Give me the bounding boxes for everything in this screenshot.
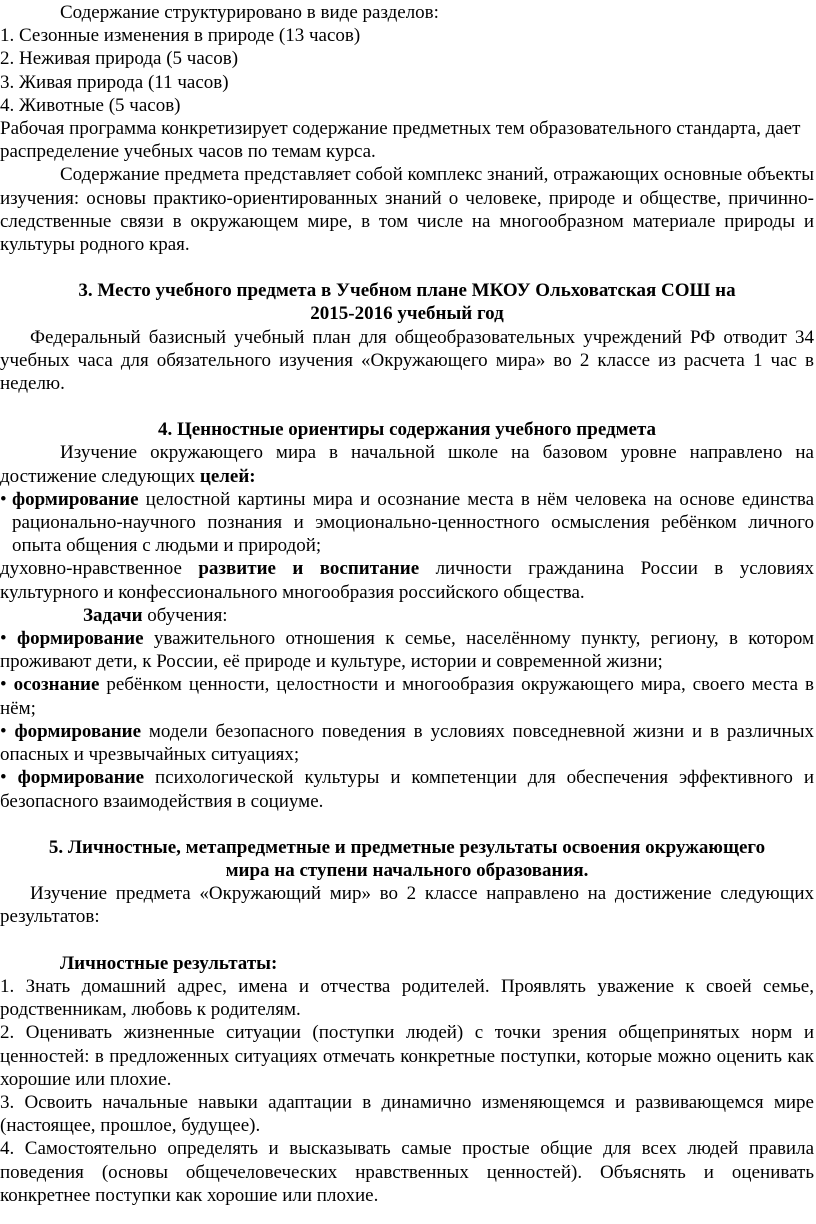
task-1-text: уважительного отношения к семье, населённому пункту, региону, в котором проживают дети, к России, её природе и культуре, истории и современной жизни; xyxy=(0,628,814,673)
section-4-intro-text: Изучение окружающего мира в начальной школе на базовом уровне направлено на достижение следующих xyxy=(0,442,814,487)
section-5-intro: Изучение предмета «Окружающий мир» во 2 классе направлено на достижение следующих результатов: xyxy=(0,883,814,928)
goal-1-keyword: формирование xyxy=(12,488,139,510)
bullet-icon: • xyxy=(0,720,15,742)
section-hours-item-2: 2. Неживая природа (5 часов) xyxy=(0,48,239,70)
tasks-label-after: обучения: xyxy=(142,604,228,626)
section-hours-list xyxy=(0,24,814,117)
content-paragraph: Содержание предмета представляет собой комплекс знаний, отражающих основные объекты изучения: основы практико-ориентированных знаний о человеке, природе и обществе, причинно-следственные связи в окружающем мире, в том числе на многообразном материале природы и культуры родного края. xyxy=(0,164,814,256)
section-3-heading-line-1: 3. Место учебного предмета в Учебном плане МКОУ Ольховатская СОШ на xyxy=(78,280,736,302)
task-item-2 xyxy=(0,673,814,719)
section-4-intro xyxy=(0,441,814,487)
goal-2-text-after: личности гражданина России в условиях культурного и конфессионального многообразия российского общества. xyxy=(0,558,814,603)
section-hours-item-1: 1. Сезонные изменения в природе (13 часов) xyxy=(0,25,361,47)
tasks-line xyxy=(0,604,814,627)
task-1-keyword: формирование xyxy=(17,628,144,650)
personal-result-1: 1. Знать домашний адрес, имена и отчества родителей. Проявлять уважение к своей семье, родственникам, любовь к родителям. xyxy=(0,975,814,1021)
task-4-keyword: формирование xyxy=(17,767,145,789)
section-3-heading xyxy=(0,279,814,325)
goal-2-keyword: развитие и воспитание xyxy=(198,558,420,580)
task-2-keyword: осознание xyxy=(13,674,100,696)
personal-results-heading: Личностные результаты: xyxy=(60,952,278,974)
structure-line: Содержание структурировано в виде разделов: xyxy=(60,2,439,23)
task-item-3 xyxy=(0,720,814,766)
section-5-heading-line-2: мира на ступени начального образования. xyxy=(225,859,589,881)
task-item-1 xyxy=(0,627,814,673)
task-3-keyword: формирование xyxy=(14,720,142,742)
program-paragraph: Рабочая программа конкретизирует содержание предметных тем образовательного стандарта, дает распределение учебных часов по темам курса. xyxy=(0,118,801,163)
task-4-text: психологической культуры и компетенции для обеспечения эффективного и безопасного взаимодействия в социуме. xyxy=(0,767,814,812)
goal-2-text-before: духовно-нравственное xyxy=(0,558,199,580)
bullet-icon: • xyxy=(0,674,14,696)
personal-result-2: 2. Оценивать жизненные ситуации (поступки людей) с точки зрения общепринятых норм и ценностей: в предложенных ситуациях отмечать конкретные поступки, которые можно оценить как хорошие или плохие. xyxy=(0,1022,814,1090)
task-3-text: модели безопасного поведения в условиях повседневной жизни и в различных опасных и чрезвычайных ситуациях; xyxy=(0,720,814,766)
task-2-text: ребёнком ценности, целостности и многообразия окружающего мира, своего места в нём; xyxy=(0,674,814,719)
goals-label: целей: xyxy=(199,465,256,487)
section-hours-item-3: 3. Живая природа (11 часов) xyxy=(0,71,229,93)
section-3-heading-line-2: 2015-2016 учебный год xyxy=(310,303,504,325)
section-4-heading: 4. Ценностные ориентиры содержания учебного предмета xyxy=(157,419,657,441)
personal-result-4: 4. Самостоятельно определять и высказывать самые простые общие для всех людей правила поведения (основы общечеловеческих нравственных ценностей). Объяснять и оценивать конкретнее поступки как хорошие или плохие. xyxy=(0,1138,814,1206)
goal-1-text: целостной картины мира и осознание места в нём человека на основе единства рационально-научного познания и эмоционально-ценностного осмысления ребёнком личного опыта общения с людьми и природой; xyxy=(12,488,814,557)
personal-result-3: 3. Освоить начальные навыки адаптации в динамично изменяющемся и развивающемся мире (настоящее, прошлое, будущее). xyxy=(0,1091,814,1137)
section-5-heading xyxy=(0,836,814,882)
bullet-icon: • xyxy=(0,628,18,650)
bullet-icon: • xyxy=(0,767,18,789)
goal-item-2 xyxy=(0,557,814,603)
section-4-heading-wrap xyxy=(0,418,814,441)
tasks-label: Задачи xyxy=(83,604,143,626)
bullet-icon: • xyxy=(0,488,7,510)
task-item-4 xyxy=(0,766,814,812)
goal-item-1 xyxy=(0,488,814,558)
section-3-body: Федеральный базисный учебный план для общеобразовательных учреждений РФ отводит 34 учебных часа для обязательного изучения «Окружающего мира» во 2 классе из расчета 1 час в неделю. xyxy=(0,326,814,395)
blank-line xyxy=(0,929,814,952)
section-hours-item-4: 4. Животные (5 часов) xyxy=(0,94,181,116)
section-5-heading-line-1: 5. Личностные, метапредметные и предметные результаты освоения окружающего xyxy=(48,836,766,858)
